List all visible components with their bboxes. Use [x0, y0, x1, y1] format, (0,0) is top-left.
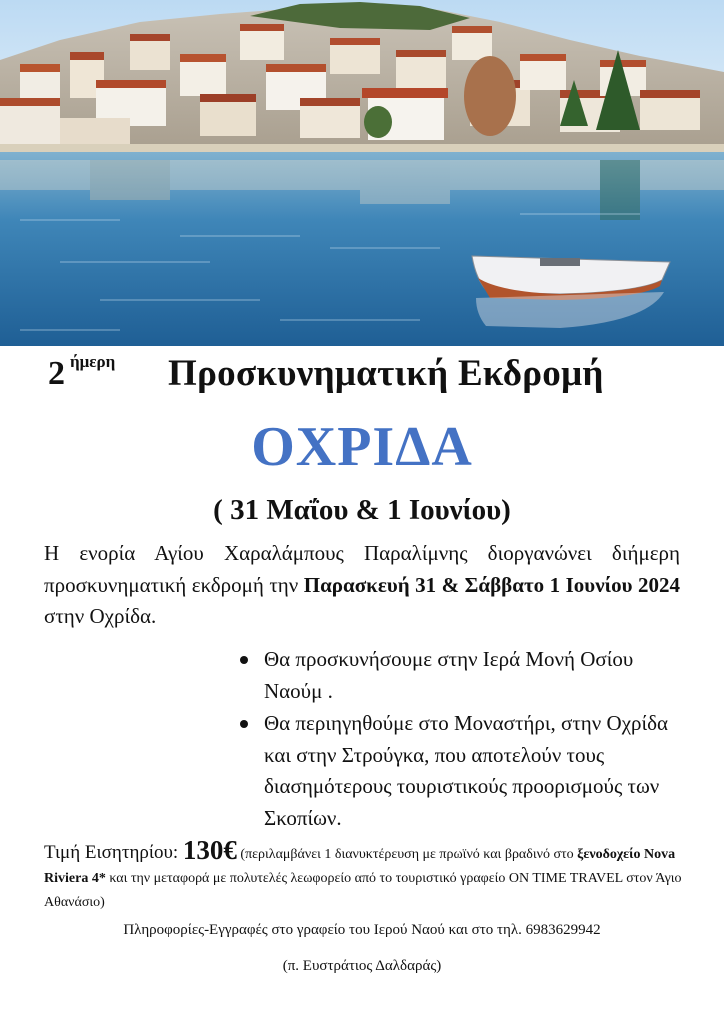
intro-text-2: στην Οχρίδα.: [44, 604, 157, 628]
price-info: [44, 835, 684, 915]
list-item-text: Θα προσκυνήσουμε στην Ιερά Μονή Οσίου Ναούμ .: [264, 647, 634, 703]
price-note-1: (περιλαμβάνει 1 διανυκτέρευση με πρωϊνό και βραδινό στο: [236, 847, 578, 862]
ohrid-lake-town-boat-photo: [0, 0, 724, 346]
bullet-icon: [240, 656, 248, 664]
headline-superscript: ήμερη: [70, 352, 116, 371]
signature: (π. Ευστράτιος Δαλδαράς): [282, 958, 442, 974]
trip-dates: ( 31 Μαΐου & 1 Ιουνίου): [213, 494, 511, 526]
hotel-name: ξενοδοχείο Nova Riviera 4*: [44, 847, 676, 886]
list-item: [238, 708, 678, 834]
intro-paragraph: [44, 538, 680, 633]
hero-image: [0, 0, 724, 346]
bullet-icon: [240, 720, 248, 728]
contact-info: Πληροφορίες-Εγγραφές στο γραφείο του Ιερού Ναού και στο τηλ. 6983629942: [123, 922, 601, 938]
price-note-2: και την μεταφορά με πολυτελές λεωφορείο από το τουριστικό γραφείο ON TIME TRAVEL στον Άγιο Αθανάσιο): [44, 871, 682, 910]
headline-number: 2: [48, 355, 65, 392]
intro-dates-bold: Παρασκευή 31 & Σάββατο 1 Ιουνίου 2024: [303, 572, 680, 597]
intro-text-1: Η ενορία Αγίου Χαραλάμπους Παραλίμνης διοργανώνει διήμερη προσκυνηματική εκδρομή την: [44, 541, 680, 597]
list-item-text: Θα περιηγηθούμε στο Μοναστήρι, στην Οχρίδα και στην Στρούγκα, που αποτελούν τους διασημότερους τουριστικούς προορισμούς των Σκοπίων.: [264, 711, 669, 830]
page-title: Προσκυνηματική Εκδρομή: [168, 353, 604, 394]
headline: [0, 348, 724, 408]
price-amount: 130€: [182, 835, 237, 865]
price-label: Τιμή Εισητηρίου:: [44, 842, 183, 863]
city-name: ΟΧΡΙΔΑ: [251, 416, 473, 478]
list-item: [238, 644, 678, 707]
itinerary-list: [238, 644, 678, 835]
